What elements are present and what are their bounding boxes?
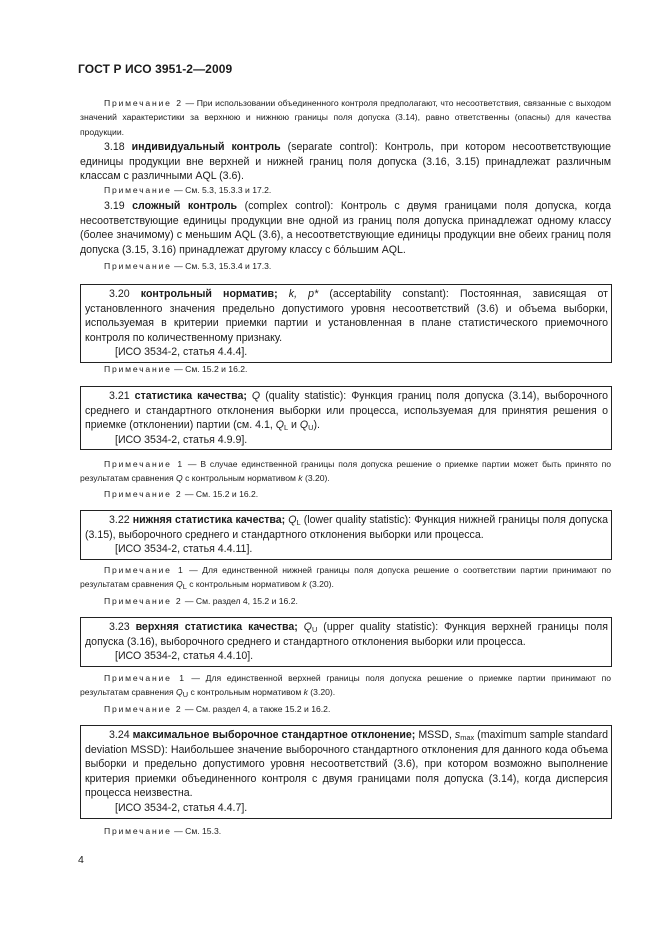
- page-number: 4: [78, 854, 84, 866]
- closing: ).: [313, 419, 320, 432]
- symbol-k: k: [298, 473, 303, 484]
- term-number: 3.23: [109, 621, 130, 633]
- term-number: 3.24: [109, 729, 130, 741]
- term-title: статистика качества;: [134, 390, 247, 402]
- term-symbol: k, p*: [288, 288, 319, 300]
- note-3-23-2: [80, 702, 611, 716]
- note-3-22-1: [80, 563, 611, 592]
- note-text: с контрольным нормативом: [188, 687, 304, 698]
- document-header: ГОСТ Р ИСО 3951-2—2009: [78, 62, 233, 76]
- note-text: — При использовании объединенного контроля предполагают, что несоответствия, связанные с выходом значений характеристики за верхнюю и нижнюю границы поля допуска (3.14), равно ответственны (опасны) для качества продукции.: [80, 98, 611, 137]
- symbol-q: Q: [275, 419, 284, 432]
- term-3-22-box: [80, 510, 612, 560]
- note-label: Примечание: [104, 261, 172, 271]
- note-label: Примечание: [104, 364, 172, 374]
- iso-reference: [ИСО 3534-2, статья 4.4.4].: [115, 346, 248, 359]
- note-label: Примечание 1: [104, 565, 185, 575]
- term-abbrev: MSSD,: [415, 729, 455, 741]
- term-number: 3.22: [109, 514, 130, 526]
- term-title: контрольный норматив;: [140, 288, 278, 300]
- note-3-22-2: [80, 594, 611, 608]
- term-number: 3.20: [109, 288, 130, 300]
- term-definition: (acceptability constant): Постоянная, зависящая от установленного значения предельно допустимого уровня несоответствий (3.6) и объема выборки, используемая в критерии приемки партии и установленная в плане статистического приемочного контроля по количественному признаку.: [85, 288, 608, 344]
- note-text: (3.20).: [307, 687, 336, 698]
- note-label: Примечание 2: [104, 704, 183, 714]
- note-label: Примечание 2: [104, 596, 183, 606]
- symbol-q: Q: [288, 514, 297, 526]
- note-label: Примечание 1: [104, 673, 186, 683]
- iso-reference: [ИСО 3534-2, статья 4.9.9].: [115, 433, 248, 446]
- symbol-q: Q: [303, 621, 313, 633]
- term-definition: (lower quality statistic): Функция нижней границы поля допуска (3.15), выборочного среднего и стандартного отклонения выборки или процесса.: [85, 514, 608, 541]
- symbol-k: k: [303, 687, 308, 698]
- term-3-18: [80, 140, 611, 184]
- note-text: с контрольным нормативом: [186, 579, 303, 590]
- subscript-l: L: [182, 582, 187, 592]
- term-3-24-box: [80, 725, 612, 819]
- note-text: — В случае единственной границы поля допуска решение о приемке партии может быть принято по результатам сравнения: [80, 459, 611, 484]
- term-title: верхняя статистика качества;: [135, 621, 298, 633]
- note-label: Примечание 1: [104, 459, 184, 469]
- note-text: — См. раздел 4, а также 15.2 и 16.2.: [182, 704, 331, 714]
- note-text: — См. 15.3.: [171, 826, 222, 836]
- term-title: сложный контроль: [132, 200, 238, 212]
- note-text: — Для единственной нижней границы поля допуска решение о соответствии партии принимают по результатам сравнения: [80, 565, 612, 590]
- term-3-21-box: [80, 386, 612, 450]
- note-text: — См. 5.3, 15.3.3 и 17.2.: [171, 185, 272, 195]
- note-3-21-2: [80, 487, 611, 501]
- note-label: Примечание 2: [104, 98, 183, 108]
- note-3-21-1: [80, 457, 611, 486]
- note-text: с контрольным нормативом: [182, 473, 299, 484]
- term-3-23-box: [80, 617, 612, 667]
- term-3-19: [80, 199, 611, 257]
- iso-reference: [ИСО 3534-2, статья 4.4.7].: [115, 801, 248, 814]
- subscript-l: L: [296, 518, 301, 527]
- term-definition: (separate control): Контроль, при котором несоответствующие единицы продукции вне верхней и нижней границ поля допуска (3.16, 3.15) принадлежат различным классам с различными AQL (3.6).: [80, 141, 611, 183]
- term-symbol: Q: [251, 390, 261, 402]
- iso-reference: [ИСО 3534-2, статья 4.4.10].: [115, 650, 254, 663]
- note-text: — Для единственной верхней границы поля допуска решение о приемке партии принимают по результатам сравнения: [80, 673, 611, 698]
- symbol-q: Q: [176, 579, 183, 590]
- note-3-18: [80, 183, 611, 197]
- subscript-u: U: [308, 423, 314, 433]
- term-number: 3.19: [104, 200, 125, 212]
- note-text: (3.20).: [306, 579, 334, 590]
- term-title: индивидуальный контроль: [131, 141, 281, 153]
- note-text: — См. 15.2 и 16.2.: [182, 489, 259, 499]
- term-number: 3.18: [104, 141, 125, 153]
- subscript-u: U: [182, 690, 189, 700]
- subscript-max: max: [460, 733, 475, 742]
- note-label: Примечание: [104, 826, 172, 836]
- note-joint-control: [80, 96, 611, 139]
- term-title: нижняя статистика качества;: [132, 514, 286, 526]
- symbol-k: k: [302, 579, 307, 590]
- note-label: Примечание: [104, 185, 172, 195]
- note-text: (3.20).: [302, 473, 330, 484]
- term-number: 3.21: [109, 390, 130, 402]
- iso-reference: [ИСО 3534-2, статья 4.4.11].: [115, 543, 253, 556]
- note-3-20: [80, 362, 611, 376]
- note-3-19: [80, 259, 611, 273]
- note-text: — См. 15.2 и 16.2.: [171, 364, 248, 374]
- subscript-u: U: [312, 625, 318, 634]
- term-3-20-box: [80, 284, 612, 363]
- symbol-q: Q: [176, 473, 183, 484]
- subscript-l: L: [283, 423, 289, 433]
- note-3-23-1: [80, 671, 611, 700]
- term-definition: (maximum sample standard deviation MSSD): Наибольшее значение выборочного стандартного отклонения для данного кода объема выборки и предельно допустимого уровня несоответствий (3.6), при котором возможно выполнение критерия приемки объединенного контроля с двумя границами поля допуска (3.14), когда дисперсия процесса неизвестна.: [85, 729, 608, 800]
- note-label: Примечание 2: [104, 489, 183, 499]
- note-text: — См. раздел 4, 15.2 и 16.2.: [182, 596, 298, 606]
- term-definition: (complex control): Контроль с двумя границами поля допуска, когда несоответствующие единицы продукции вне одной из границ поля допуска принадлежат одному классу (более значимому) с меньшим AQL (3.6), а несоответствующие единицы продукции вне обеих границ поля допуска (3.15, 3.16) принадлежат другому классу с бо́льшим AQL.: [80, 200, 611, 256]
- note-3-24: [80, 824, 611, 838]
- term-title: максимальное выборочное стандартное отклонение;: [132, 729, 416, 741]
- symbol-s: s: [454, 729, 461, 741]
- term-definition: (upper quality statistic): Функция верхней границы поля допуска (3.16), выборочного среднего и стандартного отклонения выборки или процесса.: [85, 621, 608, 648]
- conjunction: и: [288, 419, 300, 432]
- symbol-q: Q: [176, 687, 183, 698]
- term-definition: (quality statistic): Функция границ поля допуска (3.14), выборочного среднего и стандартного отклонения выборки или процесса, используемая для принятия решения о приемке (отклонении) партии (см. 4.1,: [85, 390, 608, 432]
- symbol-q: Q: [299, 419, 309, 432]
- note-text: — См. 5.3, 15.3.4 и 17.3.: [171, 261, 272, 271]
